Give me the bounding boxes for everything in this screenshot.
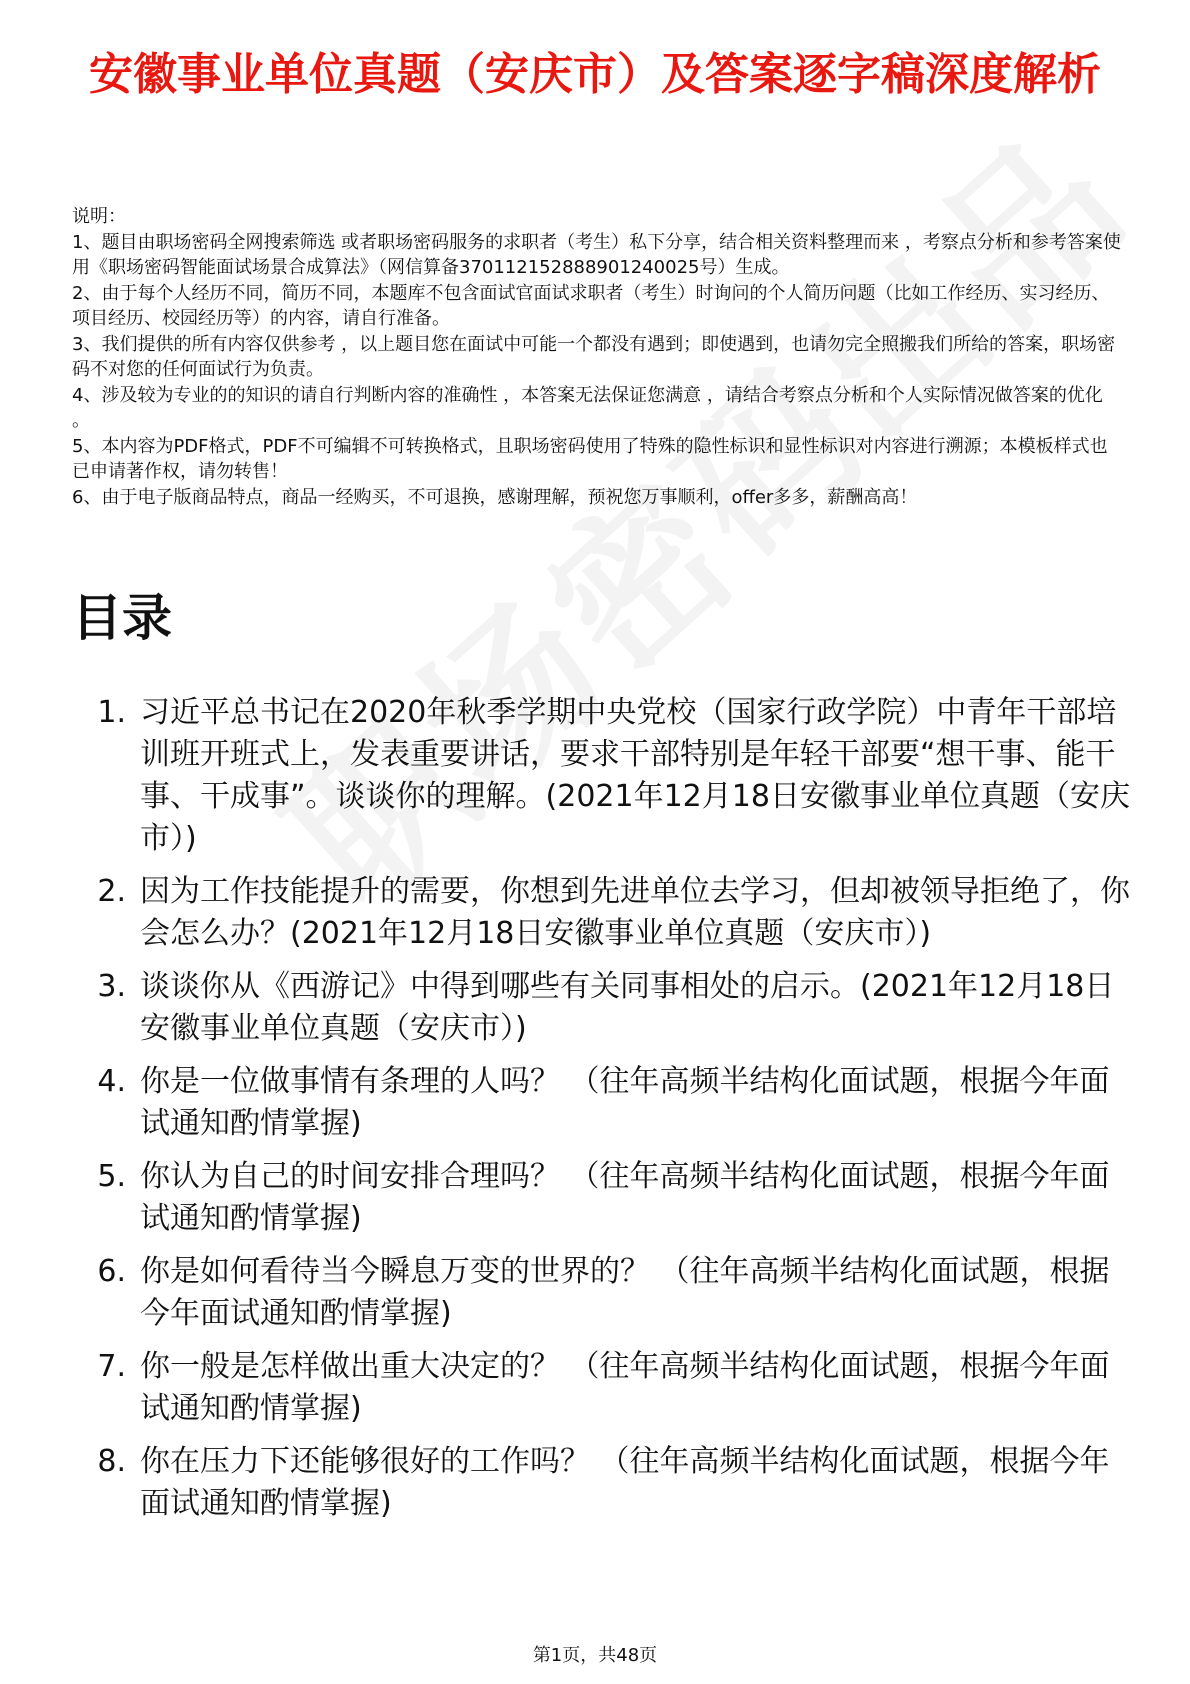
toc-item-number: 4. [97, 1064, 126, 1099]
page-footer: 第1页，共48页 [532, 1645, 658, 1666]
toc-item-number: 5. [97, 1159, 126, 1194]
note-item: 5、本内容为PDF格式，PDF不可编辑不可转换格式，且职场密码使用了特殊的隐性标识和显性标识对内容进行溯源；本模板样式也已申请著作权，请勿转售！ [72, 435, 1108, 482]
note-item: 6、由于电子版商品特点，商品一经购买，不可退换，感谢理解，预祝您万事顺利，offer多多，薪酬高高！ [72, 486, 918, 508]
toc-item-text[interactable]: 谈谈你从《西游记》中得到哪些有关同事相处的启示。(2021年12月18日安徽事业单位真题（安庆市）) [140, 969, 1115, 1046]
toc-item-text[interactable]: 你认为自己的时间安排合理吗？ （往年高频半结构化面试题，根据今年面试通知酌情掌握) [140, 1159, 1110, 1236]
toc-item-number: 2. [97, 874, 126, 909]
notes-heading: 说明： [72, 206, 126, 227]
note-item: 4、涉及较为专业的的知识的请自行判断内容的准确性 ，本答案无法保证您满意 ，请结合考察点分析和个人实际情况做答案的优化 。 [72, 384, 1103, 431]
toc-item[interactable] [72, 871, 1132, 955]
toc-item[interactable] [72, 1156, 1132, 1240]
notes-section [72, 204, 1122, 510]
note-item: 2、由于每个人经历不同，简历不同，本题库不包含面试官面试求职者（考生）时询问的个人简历问题（比如工作经历、实习经历、项目经历、校园经历等）的内容，请自行准备。 [72, 282, 1110, 329]
toc-item-number: 8. [97, 1444, 126, 1479]
toc-item-number: 7. [97, 1349, 126, 1384]
toc-item-text[interactable]: 你是一位做事情有条理的人吗？ （往年高频半结构化面试题，根据今年面试通知酌情掌握) [140, 1064, 1110, 1141]
toc-list [72, 692, 1132, 1536]
toc-item-number: 1. [97, 695, 126, 730]
toc-item-text[interactable]: 你在压力下还能够很好的工作吗？ （往年高频半结构化面试题，根据今年面试通知酌情掌握) [140, 1444, 1110, 1521]
toc-heading: 目录 [72, 589, 172, 647]
toc-item-text[interactable]: 你是如何看待当今瞬息万变的世界的？ （往年高频半结构化面试题，根据今年面试通知酌情掌握) [140, 1254, 1110, 1331]
toc-item[interactable] [72, 1251, 1132, 1335]
toc-item-text[interactable]: 因为工作技能提升的需要，你想到先进单位去学习，但却被领导拒绝了，你会怎么办？(2021年12月18日安徽事业单位真题（安庆市）) [140, 874, 1130, 951]
toc-item-text[interactable]: 你一般是怎样做出重大决定的？ （往年高频半结构化面试题，根据今年面试通知酌情掌握) [140, 1349, 1110, 1426]
toc-item[interactable] [72, 1061, 1132, 1145]
toc-item-number: 3. [97, 969, 126, 1004]
toc-item[interactable] [72, 692, 1132, 860]
toc-item-number: 6. [97, 1254, 126, 1289]
toc-item-text[interactable]: 习近平总书记在2020年秋季学期中央党校（国家行政学院）中青年干部培训班开班式上，发表重要讲话，要求干部特别是年轻干部要“想干事、能干事、干成事”。谈谈你的理解。(2021年12月18日安徽事业单位真题（安庆市）) [140, 695, 1130, 856]
note-item: 1、题目由职场密码全网搜索筛选 或者职场密码服务的求职者（考生）私下分享，结合相关资料整理而来 ，考察点分析和参考答案使用《职场密码智能面试场景合成算法》（网信算备370112152888901240025号）生成。 [72, 231, 1121, 278]
toc-item[interactable] [72, 1346, 1132, 1430]
toc-item[interactable] [72, 1441, 1132, 1525]
toc-item[interactable] [72, 966, 1132, 1050]
document-title: 安徽事业单位真题（安庆市）及答案逐字稿深度解析 [89, 49, 1101, 100]
note-item: 3、我们提供的所有内容仅供参考 ，以上题目您在面试中可能一个都没有遇到；即使遇到，也请勿完全照搬我们所给的答案，职场密码不对您的任何面试行为负责。 [72, 333, 1116, 380]
